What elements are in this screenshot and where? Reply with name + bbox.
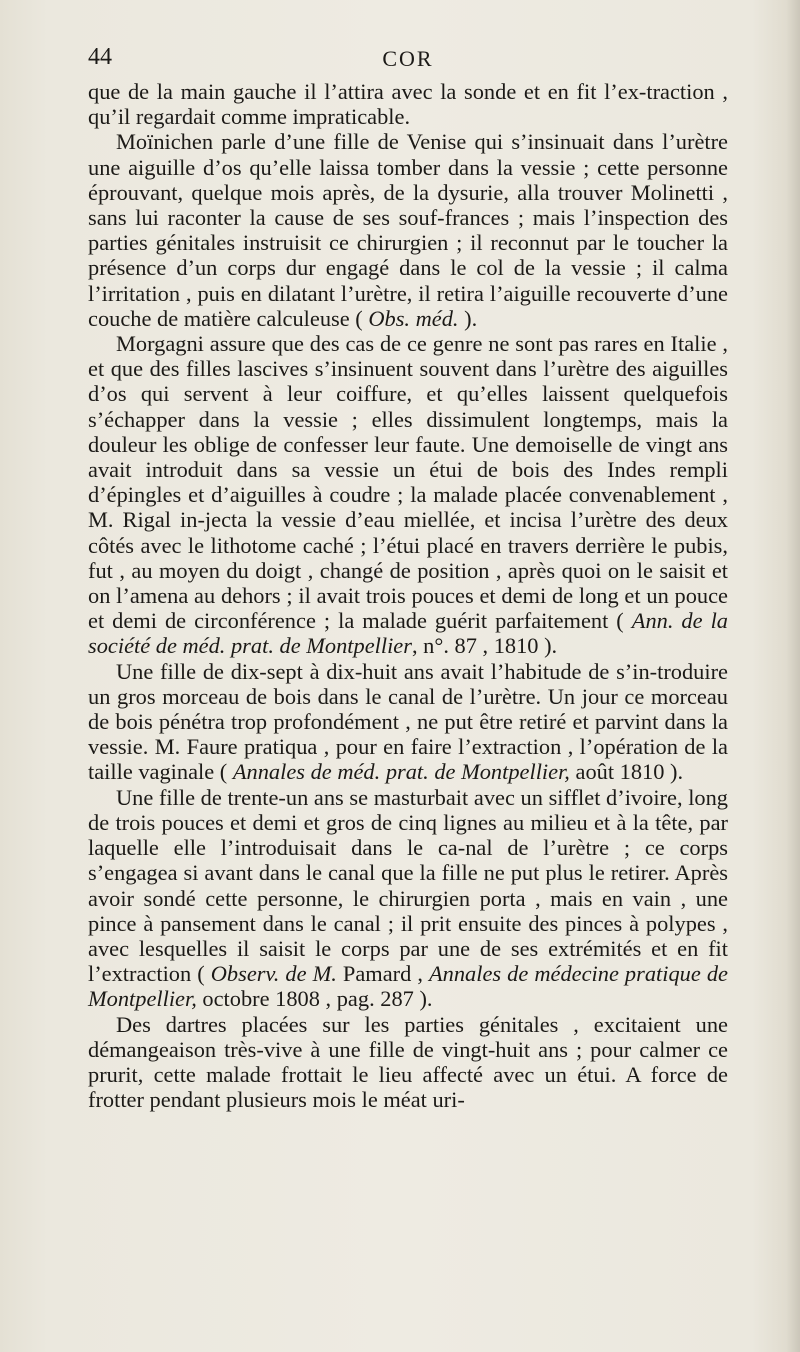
paragraph (88, 1012, 728, 1113)
citation-italic: Annales de méd. prat. de Montpellier, (232, 759, 570, 785)
text-run: Une fille de dix-sept à dix-huit ans avait l’habitude de s’in-troduire un gros morceau de bois dans le canal de l’urètre. Un jour ce morceau de bois pénétra trop profondément , ne put être retiré et parvint dans la vessie. M. Faure pratiqua , pour en faire l’extraction , l’opération de la taille vaginale ( (88, 658, 728, 785)
citation-italic: Annales de médecine pratique de Montpellier, (88, 961, 728, 1012)
paragraph (88, 785, 728, 1012)
paragraph (88, 79, 728, 129)
citation-italic: Ann. de la société de méd. prat. de Montpellier (88, 608, 728, 659)
text-run: Pamard , (336, 961, 429, 987)
paragraph (88, 331, 728, 659)
text-run: Moïnichen parle d’une fille de Venise qui s’insinuait dans l’urètre une aiguille d’os qu’elle laissa tomber dans la vessie ; cette personne éprouvant, quelque mois après, de la dysurie, alla trouver Molinetti , sans lui raconter la cause de ses souf-frances ; mais l’inspection des parties génitales instruisit ce chirurgien ; il reconnut par le toucher la présence d’un corps dur engagé dans le col de la vessie ; il calma l’irritation , puis en dilatant l’urètre, il retira l’aiguille recouverte d’une couche de matière calculeuse ( (88, 129, 728, 331)
text-run: Des dartres placées sur les parties génitales , excitaient une démangeaison très-vive à une fille de vingt-huit ans ; pour calmer ce prurit, cette malade frottait le lieu affecté avec un étui. A force de frotter pendant plusieurs mois le méat uri- (88, 1011, 728, 1113)
running-head: COR (382, 46, 434, 71)
text-run: que de la main gauche il l’attira avec la sonde et en fit l’ex-traction , qu’il regardait comme impraticable. (88, 79, 728, 130)
paragraph (88, 129, 728, 331)
text-run: Une fille de trente-un ans se masturbait avec un sifflet d’ivoire, long de trois pouces et demi et gros de cinq lignes au milieu et à la tête, par laquelle elle l’introduisait dans le ca-nal de l’urètre ; ce corps s’engagea si avant dans le canal que la fille ne put plus le retirer. Après avoir sondé cette personne, le chirurgien porta , mais en vain , une pince à pansement dans le canal ; il prit ensuite des pinces à polypes , avec lesquelles il saisit le corps par une de ses extrémités et en fit l’extraction ( (88, 784, 728, 987)
page-header (88, 44, 728, 78)
citation-italic: Obs. méd. (368, 305, 459, 331)
text-run: août 1810 ). (569, 759, 684, 785)
text-run: octobre 1808 , pag. 287 ). (196, 986, 433, 1012)
text-run: ). (458, 305, 478, 331)
text-run: Morgagni assure que des cas de ce genre ne sont pas rares en Italie , et que des filles lascives s’insinuent souvent dans l’urètre des aiguilles d’os qui servent à leur coiffure, et qu’elles laissent quelquefois s’échapper dans la vessie ; elles dissimulent longtemps, mais la douleur les oblige de confesser leur faute. Une demoiselle de vingt ans avait introduit dans sa vessie un étui de bois des Indes rempli d’épingles et d’aiguilles à coudre ; la malade placée convenablement , M. Rigal in-jecta la vessie d’eau miellée, et incisa l’urètre des deux côtés avec le lithotome caché ; l’étui placé en travers derrière le pubis, fut , au moyen du doigt , changé de position , après quoi on le saisit et on l’amena au dehors ; il avait trois pouces et demi de long et un pouce et demi de circonférence ; la malade guérit parfaitement ( (88, 331, 728, 634)
body-text (88, 79, 728, 1112)
text-run: , n°. 87 , 1810 ). (411, 633, 558, 659)
page-number: 44 (88, 44, 112, 70)
paragraph (88, 659, 728, 785)
citation-italic: Observ. de M. (210, 961, 337, 987)
